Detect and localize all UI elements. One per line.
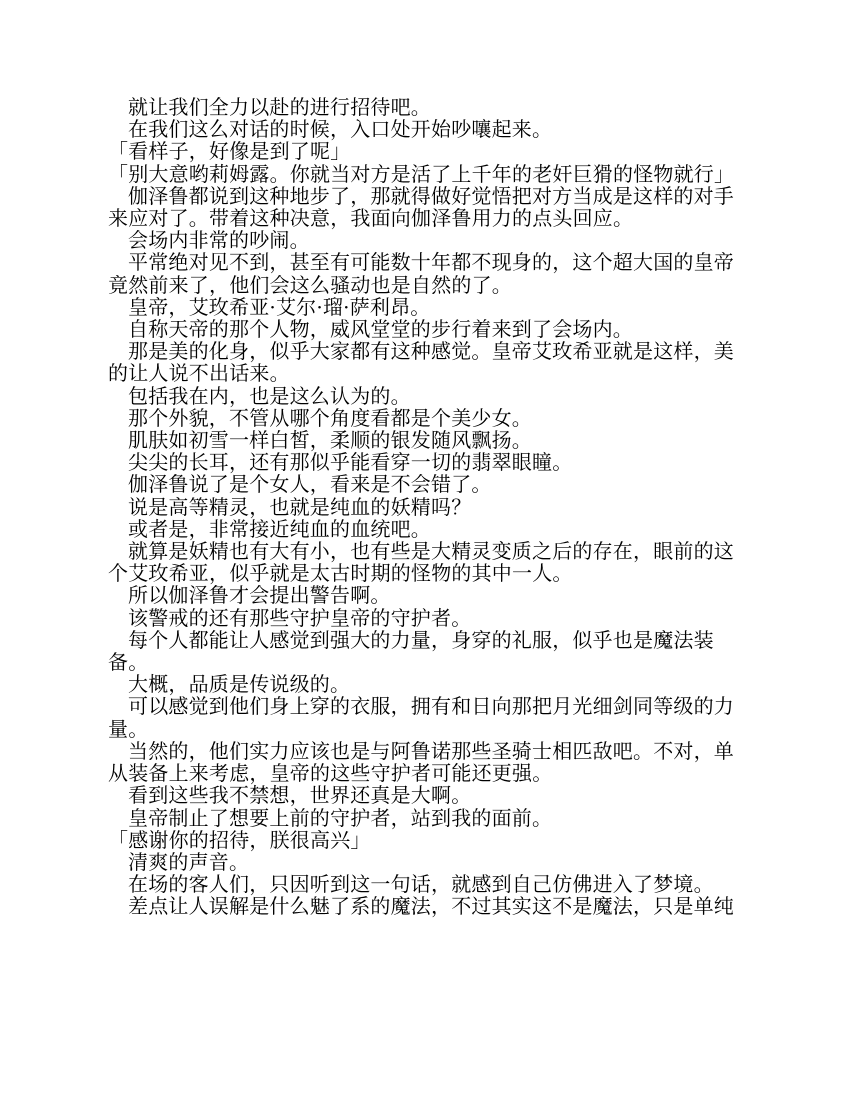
dialogue-line: 「看样子，好像是到了呢」 [108, 139, 351, 164]
paragraph: 可以感觉到他们身上穿的衣服，拥有和日向那把月光细剑同等级的力量。 [108, 694, 734, 741]
paragraph: 就让我们全力以赴的进行招待吧。 [128, 95, 431, 119]
paragraph: 在我们这么对话的时候，入口处开始吵嚷起来。 [128, 117, 553, 142]
paragraph: 当然的，他们实力应该也是与阿鲁诺那些圣骑士相匹敌吧。不对，单从装备上来考虑，皇帝的这些守护者可能还更强。 [108, 738, 734, 786]
paragraph: 肌肤如初雪一样白皙，柔顺的银发随风飘扬。 [128, 428, 532, 453]
paragraph: 说是高等精灵，也就是纯血的妖精吗？ [128, 494, 472, 519]
paragraph: 自称天帝的那个人物，威风堂堂的步行着来到了会场内。 [128, 317, 633, 342]
paragraph: 会场内非常的吵闹。 [128, 228, 310, 253]
paragraph: 伽泽鲁说了是个女人，看来是不会错了。 [128, 472, 492, 497]
paragraph: 或者是，非常接近纯血的血统吧。 [128, 516, 431, 541]
paragraph: 看到这些我不禁想，世界还真是大啊。 [128, 783, 472, 808]
paragraph: 皇帝制止了想要上前的守护者，站到我的面前。 [128, 805, 553, 830]
paragraph: 伽泽鲁都说到这种地步了，那就得做好觉悟把对方当成是这样的对手来应对了。带着这种决意，我面向伽泽鲁用力的点头回应。 [108, 183, 734, 231]
paragraph: 大概，品质是传说级的。 [128, 672, 351, 697]
paragraph: 那是美的化身，似乎大家都有这种感觉。皇帝艾玫希亚就是这样，美的让人说不出话来。 [108, 339, 734, 386]
paragraph: 包括我在内，也是这么认为的。 [128, 383, 411, 408]
paragraph: 皇帝，艾玫希亚·艾尔·瑠·萨利昂。 [128, 294, 431, 319]
paragraph: 差点让人误解是什么魅了系的魔法，不过其实这不是魔法，只是单纯 [128, 894, 734, 919]
paragraph: 平常绝对见不到，甚至有可能数十年都不现身的，这个超大国的皇帝竟然前来了，他们会这么骚动也是自然的了。 [108, 250, 734, 297]
dialogue-line: 「别大意哟莉姆露。你就当对方是活了上千年的老奸巨猾的怪物就行」 [108, 161, 735, 186]
paragraph: 每个人都能让人感觉到强大的力量，身穿的礼服，似乎也是魔法装备。 [108, 627, 714, 675]
paragraph: 那个外貌，不管从哪个角度看都是个美少女。 [128, 405, 532, 430]
paragraph: 清爽的声音。 [128, 849, 250, 874]
paragraph: 尖尖的长耳，还有那似乎能看穿一切的翡翠眼瞳。 [128, 450, 573, 475]
paragraph: 就算是妖精也有大有小，也有些是大精灵变质之后的存在，眼前的这个艾玫希亚，似乎就是太古时期的怪物的其中一人。 [108, 539, 734, 586]
novel-text-body [108, 96, 748, 918]
paragraph: 在场的客人们，只因听到这一句话，就感到自己仿佛进入了梦境。 [128, 872, 714, 897]
paragraph: 所以伽泽鲁才会提出警告啊。 [128, 583, 391, 608]
dialogue-line: 「感谢你的招待，朕很高兴」 [108, 827, 371, 852]
paragraph: 该警戒的还有那些守护皇帝的守护者。 [128, 605, 472, 630]
